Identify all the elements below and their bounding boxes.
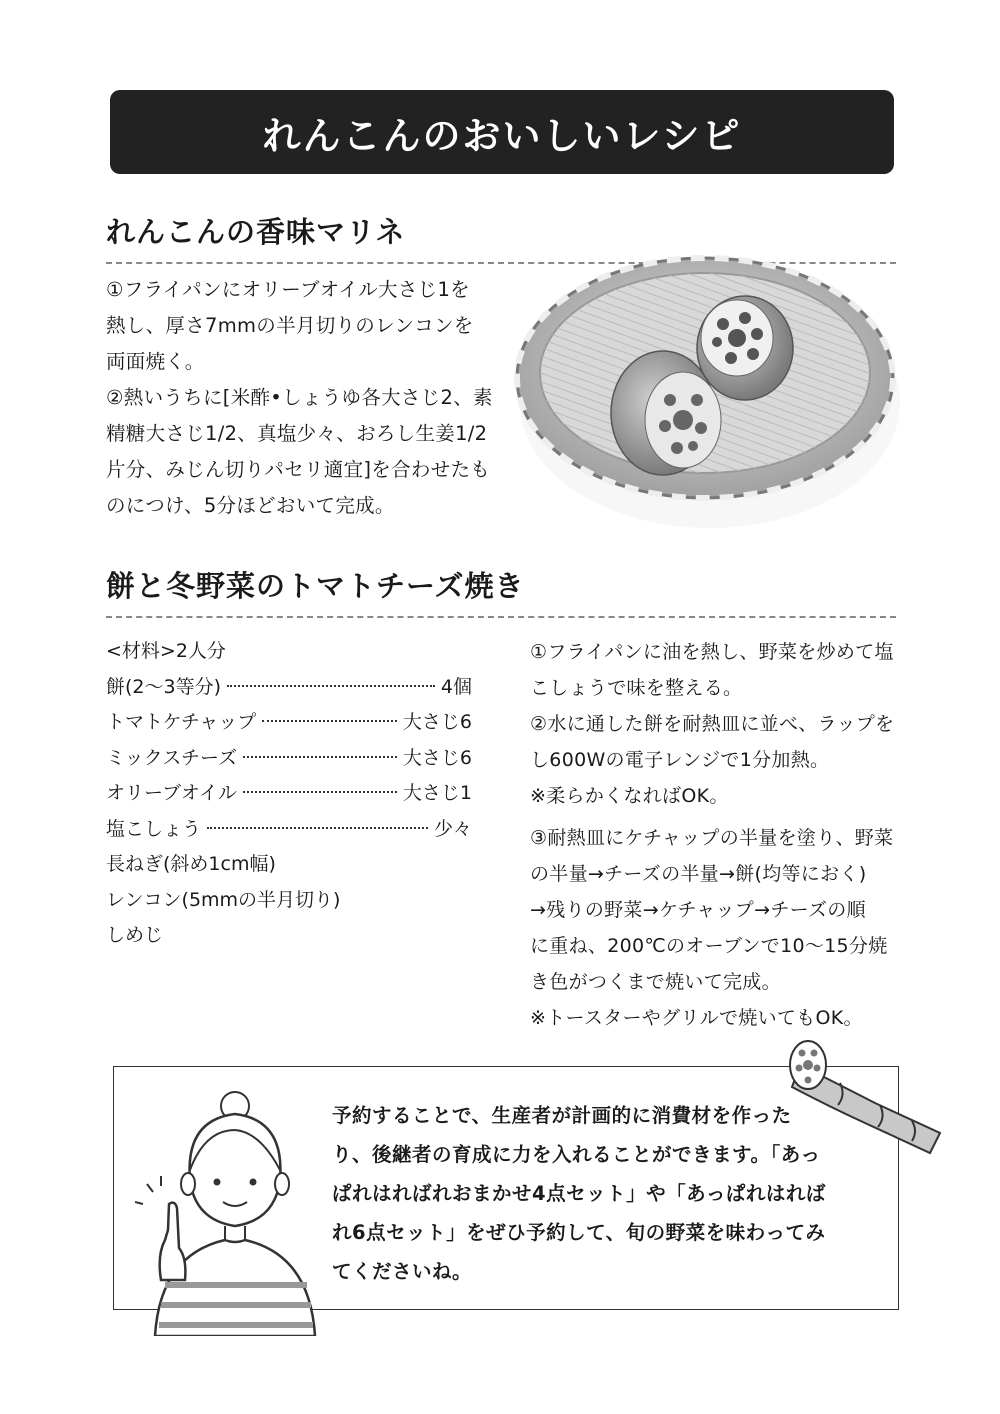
divider bbox=[106, 616, 896, 618]
recipe2-step3: ③耐熱皿にケチャップの半量を塗り、野菜 の半量→チーズの半量→餅(均等におく) →残りの野菜→ケチャップ→チーズの順 に重ね、200℃のオーブンで10〜15分焼 き色がつくまで焼いて完成。 ※トースターやグリルで焼いてもOK。 bbox=[530, 827, 894, 1029]
ingredient-row: トマトケチャップ 大さじ6 bbox=[106, 711, 472, 733]
ingredient-row: 塩こしょう 少々 bbox=[106, 817, 472, 840]
title-banner bbox=[110, 90, 894, 174]
ingredient-row: ミックスチーズ 大さじ6 bbox=[106, 746, 472, 769]
recipe2-heading: 餅と冬野菜のトマトチーズ焼き bbox=[106, 569, 525, 603]
recipe1-step1: ①フライパンにオリーブオイル大さじ1を 熱し、厚さ7mmの半月切りのレンコンを 両面焼く。 bbox=[106, 278, 474, 373]
lotus-root-basket-photo bbox=[505, 228, 905, 528]
ingredient-row: 長ねぎ(斜め1cm幅) bbox=[106, 853, 276, 875]
recipe2-step2: ②水に通した餅を耐熱皿に並べ、ラップを し600Wの電子レンジで1分加熱。 ※柔らかくなればOK。 bbox=[530, 713, 895, 807]
ingredients-header: <材料>2人分 bbox=[106, 640, 226, 662]
message-text: 予約することで、生産者が計画的に消費材を作った り、後継者の育成に力を入れることができます。「あっ ぱれはればれおまかせ4点セット」や「あっぱれはれば れ6点セット」をぜひ予約して、旬の野菜を味わってみ てくださいね。 bbox=[332, 1104, 826, 1283]
ingredient-row: しめじ bbox=[106, 924, 164, 946]
recipe2-step1: ①フライパンに油を熱し、野菜を炒めて塩 こしょうで味を整える。 bbox=[530, 641, 894, 699]
woman-pointing-illustration-icon bbox=[135, 1080, 335, 1336]
ingredient-row: オリーブオイル 大さじ1 bbox=[106, 782, 472, 804]
recipe1-heading: れんこんの香味マリネ bbox=[106, 215, 406, 249]
ingredients-list bbox=[106, 634, 472, 954]
recipe1-step2: ②熱いうちに[米酢•しょうゆ各大さじ2、素 精糖大さじ1/2、真塩少々、おろし生姜1/2 片分、みじん切りパセリ適宜]を合わせたも のにつけ、5分ほどおいて完成。 bbox=[106, 386, 493, 517]
ingredient-row: 餅(2〜3等分) 4個 bbox=[106, 675, 472, 698]
page-title: れんこんのおいしいレシピ bbox=[262, 113, 742, 158]
ingredient-row: レンコン(5mmの半月切り) bbox=[106, 888, 341, 911]
